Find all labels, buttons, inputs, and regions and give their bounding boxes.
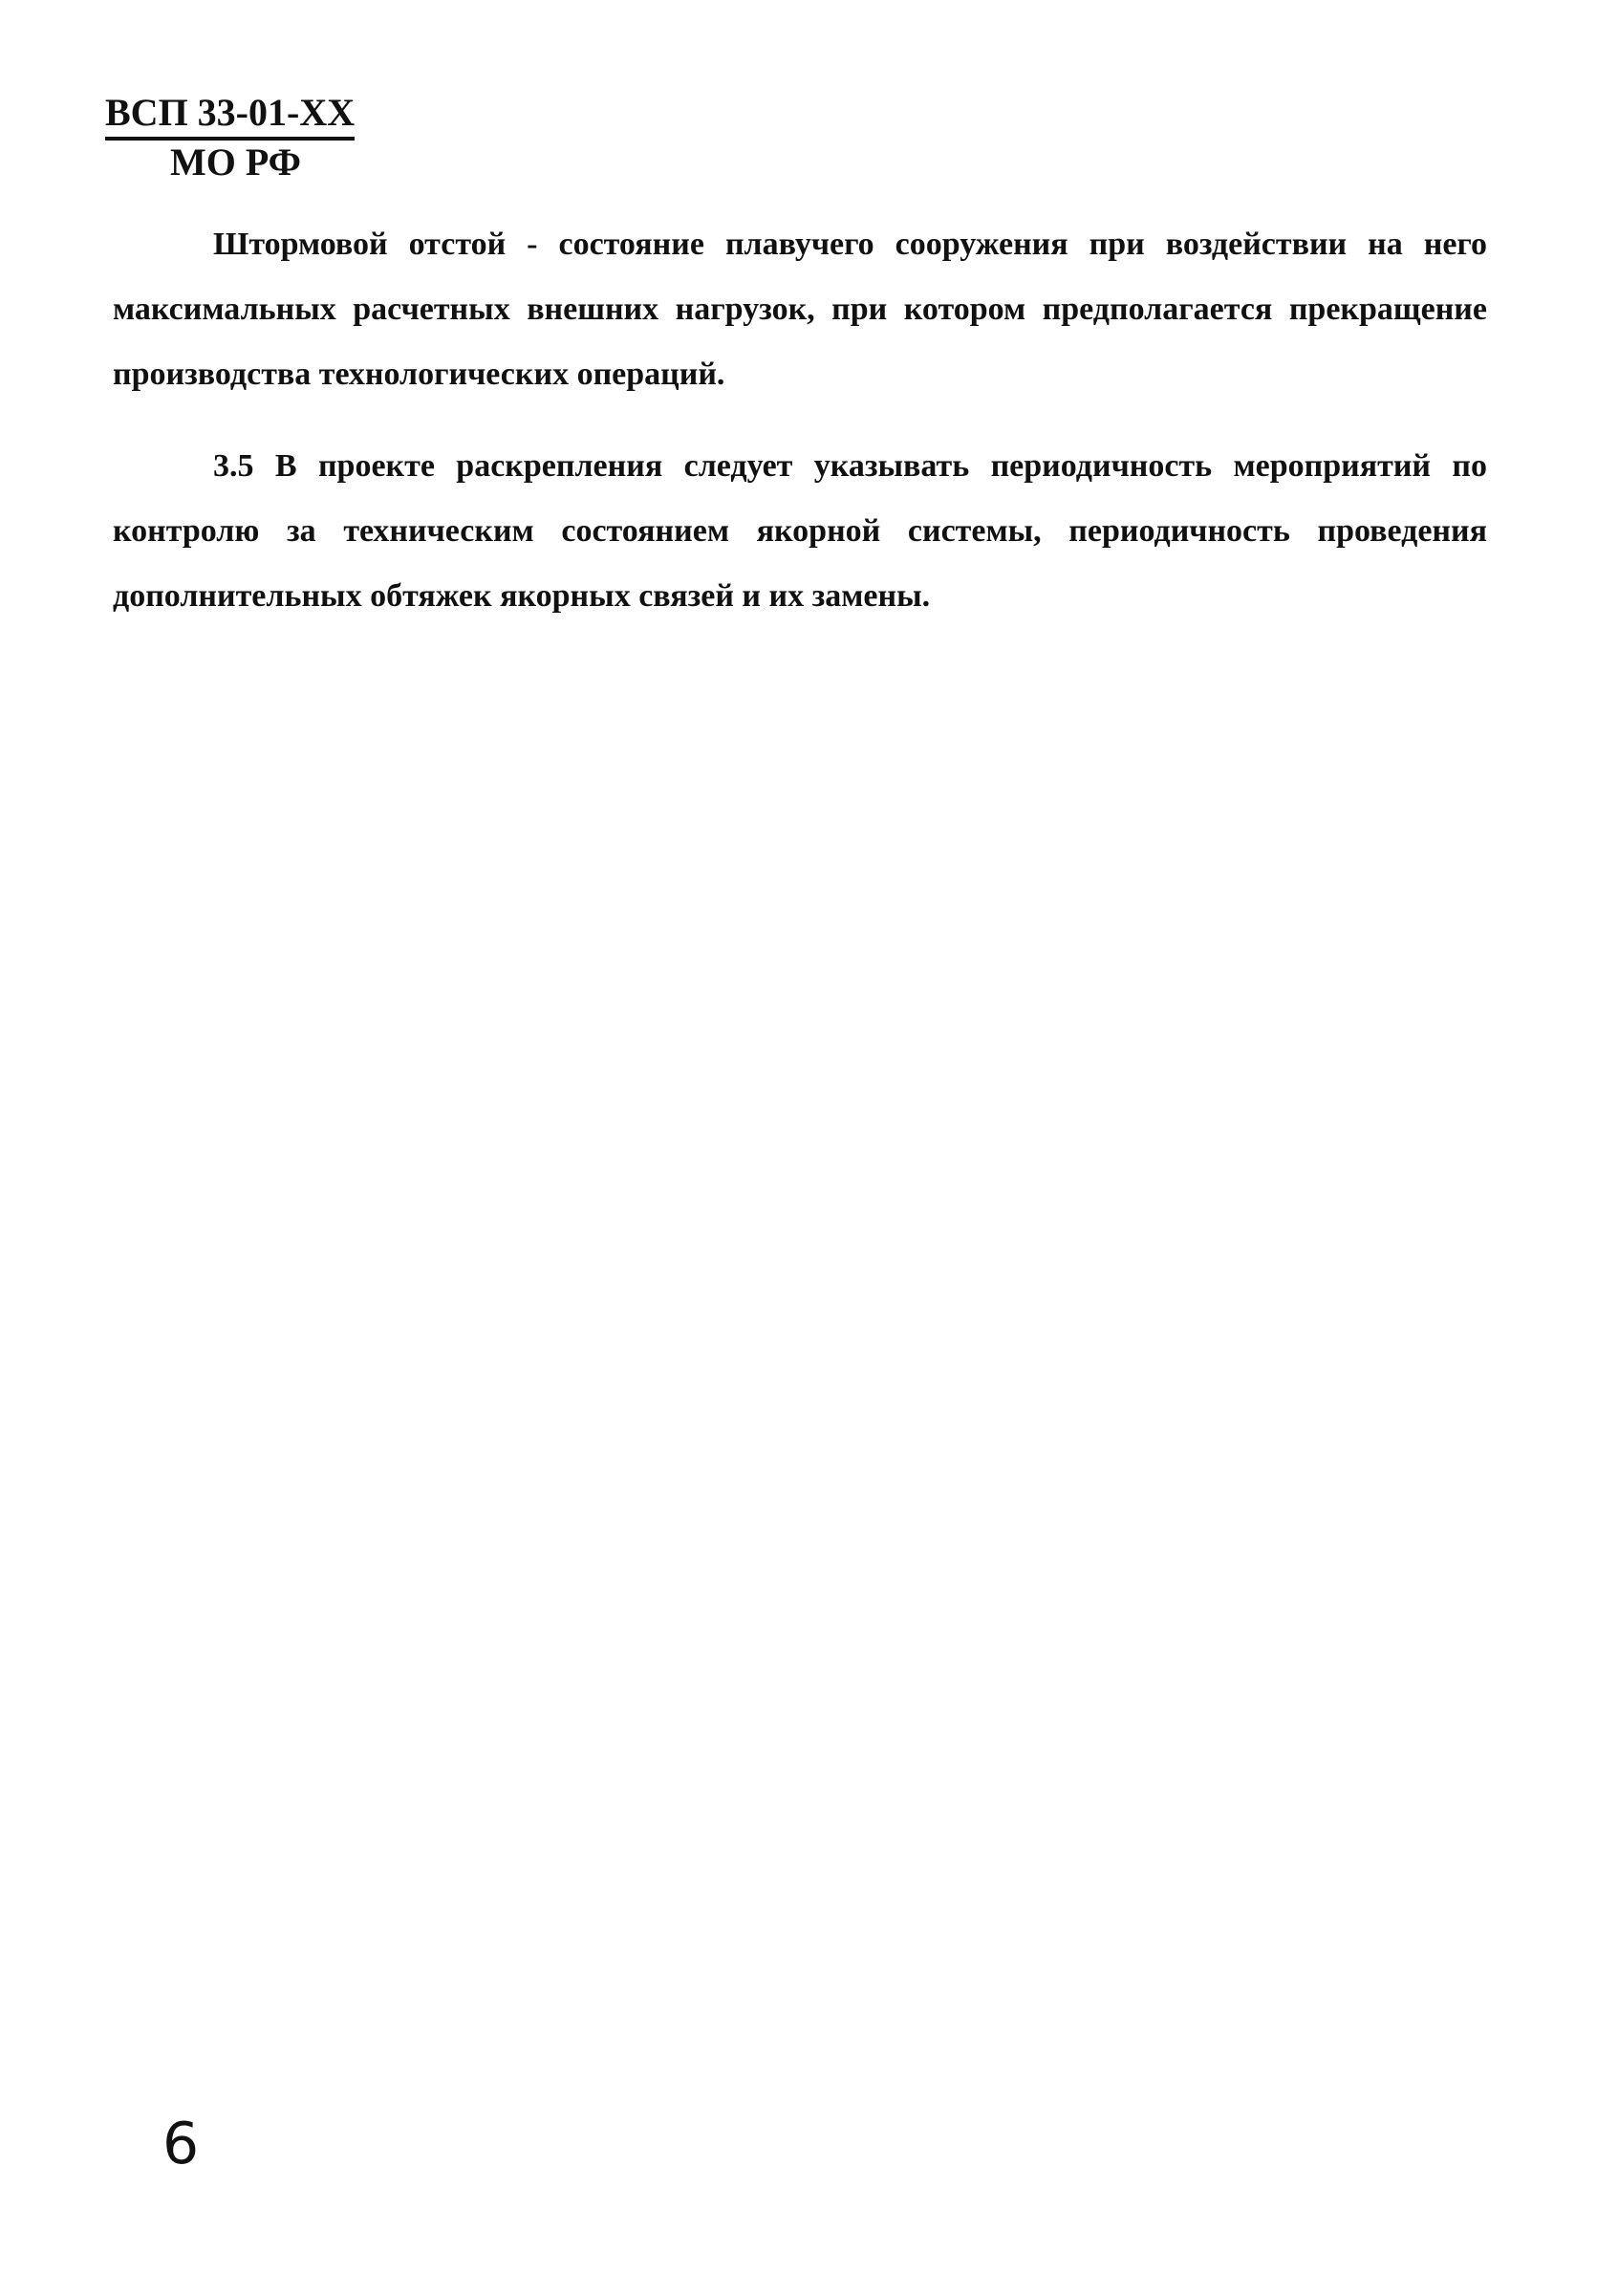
document-header (105, 91, 355, 184)
document-organization: МО РФ (170, 141, 301, 184)
document-code: ВСП 33-01-XX (105, 91, 355, 141)
page-number: 6 (162, 2111, 200, 2177)
paragraph-3-5 (113, 434, 1487, 629)
paragraph-storm-anchorage (113, 212, 1487, 407)
paragraph-text: Штормовой отстой - состояние плавучего сооружения при воздействии на него максимальных расчетных внешних нагрузок, при котором предполагается прекращение производства технологических операций. (113, 227, 1487, 392)
paragraph-text: 3.5 В проекте раскрепления следует указывать периодичность мероприятий по контролю за техническим состоянием якорной системы, периодичность проведения дополнительных обтяжек якорных связей и их замены. (113, 448, 1487, 614)
